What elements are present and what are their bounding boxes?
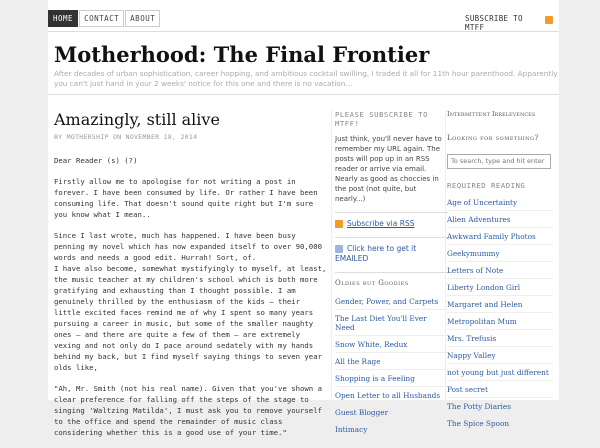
search-input[interactable] [447,154,551,169]
subscribe-rss-label: Subscribe via RSS [347,219,415,228]
nav-home[interactable]: HOME [48,10,78,27]
list-item[interactable]: Awkward Family Photos [447,228,553,245]
subscribe-heading: PLEASE SUBSCRIBE TO MTFF! [335,110,428,128]
required-reading-heading: REQUIRED READING [447,180,526,190]
post-author[interactable]: MOTHERSHIP [66,133,109,141]
list-item[interactable]: Gender, Power, and Carpets [335,293,448,310]
post-paragraph: I have also become, somewhat mystifyingly to myself, at least, the music teacher at my children's school which is both more gratifying and exhausting than I thought possible. I am genuinely thrilled by the enthusiasm of the kids – their little excited faces remind me of why I spent so many years pursuing a career in music, but some of the smaller naughty ones – and there are quite a few of them – are extremely vexing and not only do I pace around sedately with my hands behind my back, but I find myself saying things to seven year olds like, [54,264,327,372]
email-subscribe-label: Click here to get it EMAILED [335,244,417,263]
list-item[interactable]: Snow White, Redux [335,336,448,353]
nav-about[interactable]: ABOUT [125,10,160,27]
site-title[interactable]: Motherhood: The Final Frontier [54,42,430,67]
nav-divider [48,31,559,32]
sidebar-divider [335,237,448,238]
post-meta-by: BY [54,133,63,141]
list-item[interactable]: The Potty Diaries [447,398,553,415]
list-item[interactable]: The Spice Spoon [447,415,553,432]
post-meta [54,133,329,141]
subscribe-top-line2: MTFF [465,23,485,32]
list-item[interactable]: not young but just different [447,364,553,381]
post-paragraph: Since I last wrote, much has happened. I have been busy penning my novel which has now expanded itself to over 90,000 words and needs a good edit. Hurrah! Sort, of. [54,231,322,262]
required-reading-list [447,194,553,432]
post-paragraph: "Ah, Mr. Smith (not his real name). Given that you've shown a clear preference for falling off the steps of the stage to singing 'Waltzing Matilda', I must ask you to remove yourself to the office and spend the remainder of music class considering whether this is a good use of your time." [54,384,322,437]
subscribe-rss-link[interactable] [335,219,448,229]
sidebar-divider [335,272,448,273]
list-item[interactable]: Post secret [447,381,553,398]
list-item[interactable]: Intimacy [335,421,448,438]
sidebar-divider [335,212,448,213]
list-item[interactable]: Margaret and Helen [447,296,553,313]
post-paragraph: Firstly allow me to apologise for not writing a post in forever. I have been consumed by life. Or rather I have been consuming life. That doesn't sound quite right but I'm sure you know what I mean.. [54,177,318,219]
oldies-list [335,293,448,438]
main-content [54,110,329,448]
list-item[interactable]: The Last Diet You'll Ever Need [335,310,448,336]
list-item[interactable]: All the Rage [335,353,448,370]
list-item[interactable]: Letters of Note [447,262,553,279]
list-item[interactable]: Age of Uncertainty [447,194,553,211]
oldies-heading: Oldies but Goodies [335,279,409,287]
sidebar-right [447,110,553,432]
nav-contact[interactable]: CONTACT [79,10,124,27]
list-item[interactable]: Open Letter to all Husbands [335,387,448,404]
rss-icon[interactable] [545,16,553,24]
list-item[interactable]: Liberty London Girl [447,279,553,296]
subscribe-text: Just think, you'll never have to remember my URL again. The posts will pop up in an RSS reader or arrive via email. Nearly as good as choccies in the post (not quite, but nearly...) [335,135,442,203]
sidebar-middle [335,110,448,438]
subscribe-top-line1: SUBSCRIBE TO [465,14,523,23]
subscribe-top-link[interactable] [465,14,523,32]
post-title[interactable]: Amazingly, still alive [54,110,220,129]
rss-icon [335,220,343,228]
list-item[interactable]: Geekymummy [447,245,553,262]
post-meta-on: ON [113,133,122,141]
page [48,0,559,437]
list-item[interactable]: Alien Adventures [447,211,553,228]
irrelevences-heading: Intermittent Irrelevences [447,110,536,118]
list-item[interactable]: Mrs. Trefusis [447,330,553,347]
site-tagline: After decades of urban sophistication, career hopping, and ambitious cocktail swilling, I traded it all for 11th hour parenthood. Apparently you can't just hand in your 2 weeks' notice for this one and there is no vacation... [54,69,558,88]
header-divider [48,94,559,95]
top-nav [48,10,161,27]
list-item[interactable]: Metropolitan Mum [447,313,553,330]
email-subscribe-link[interactable] [335,244,448,264]
list-item[interactable]: Nappy Valley [447,347,553,364]
column-divider [331,110,332,400]
post-date: NOVEMBER 18, 2014 [125,133,198,141]
post-body [54,155,329,438]
post-paragraph: Dear Reader (s) (?) [54,156,138,165]
email-icon [335,245,343,253]
list-item[interactable]: Guest Blogger [335,404,448,421]
list-item[interactable]: Shopping is a Feeling [335,370,448,387]
search-heading: Looking for something? [447,134,539,142]
